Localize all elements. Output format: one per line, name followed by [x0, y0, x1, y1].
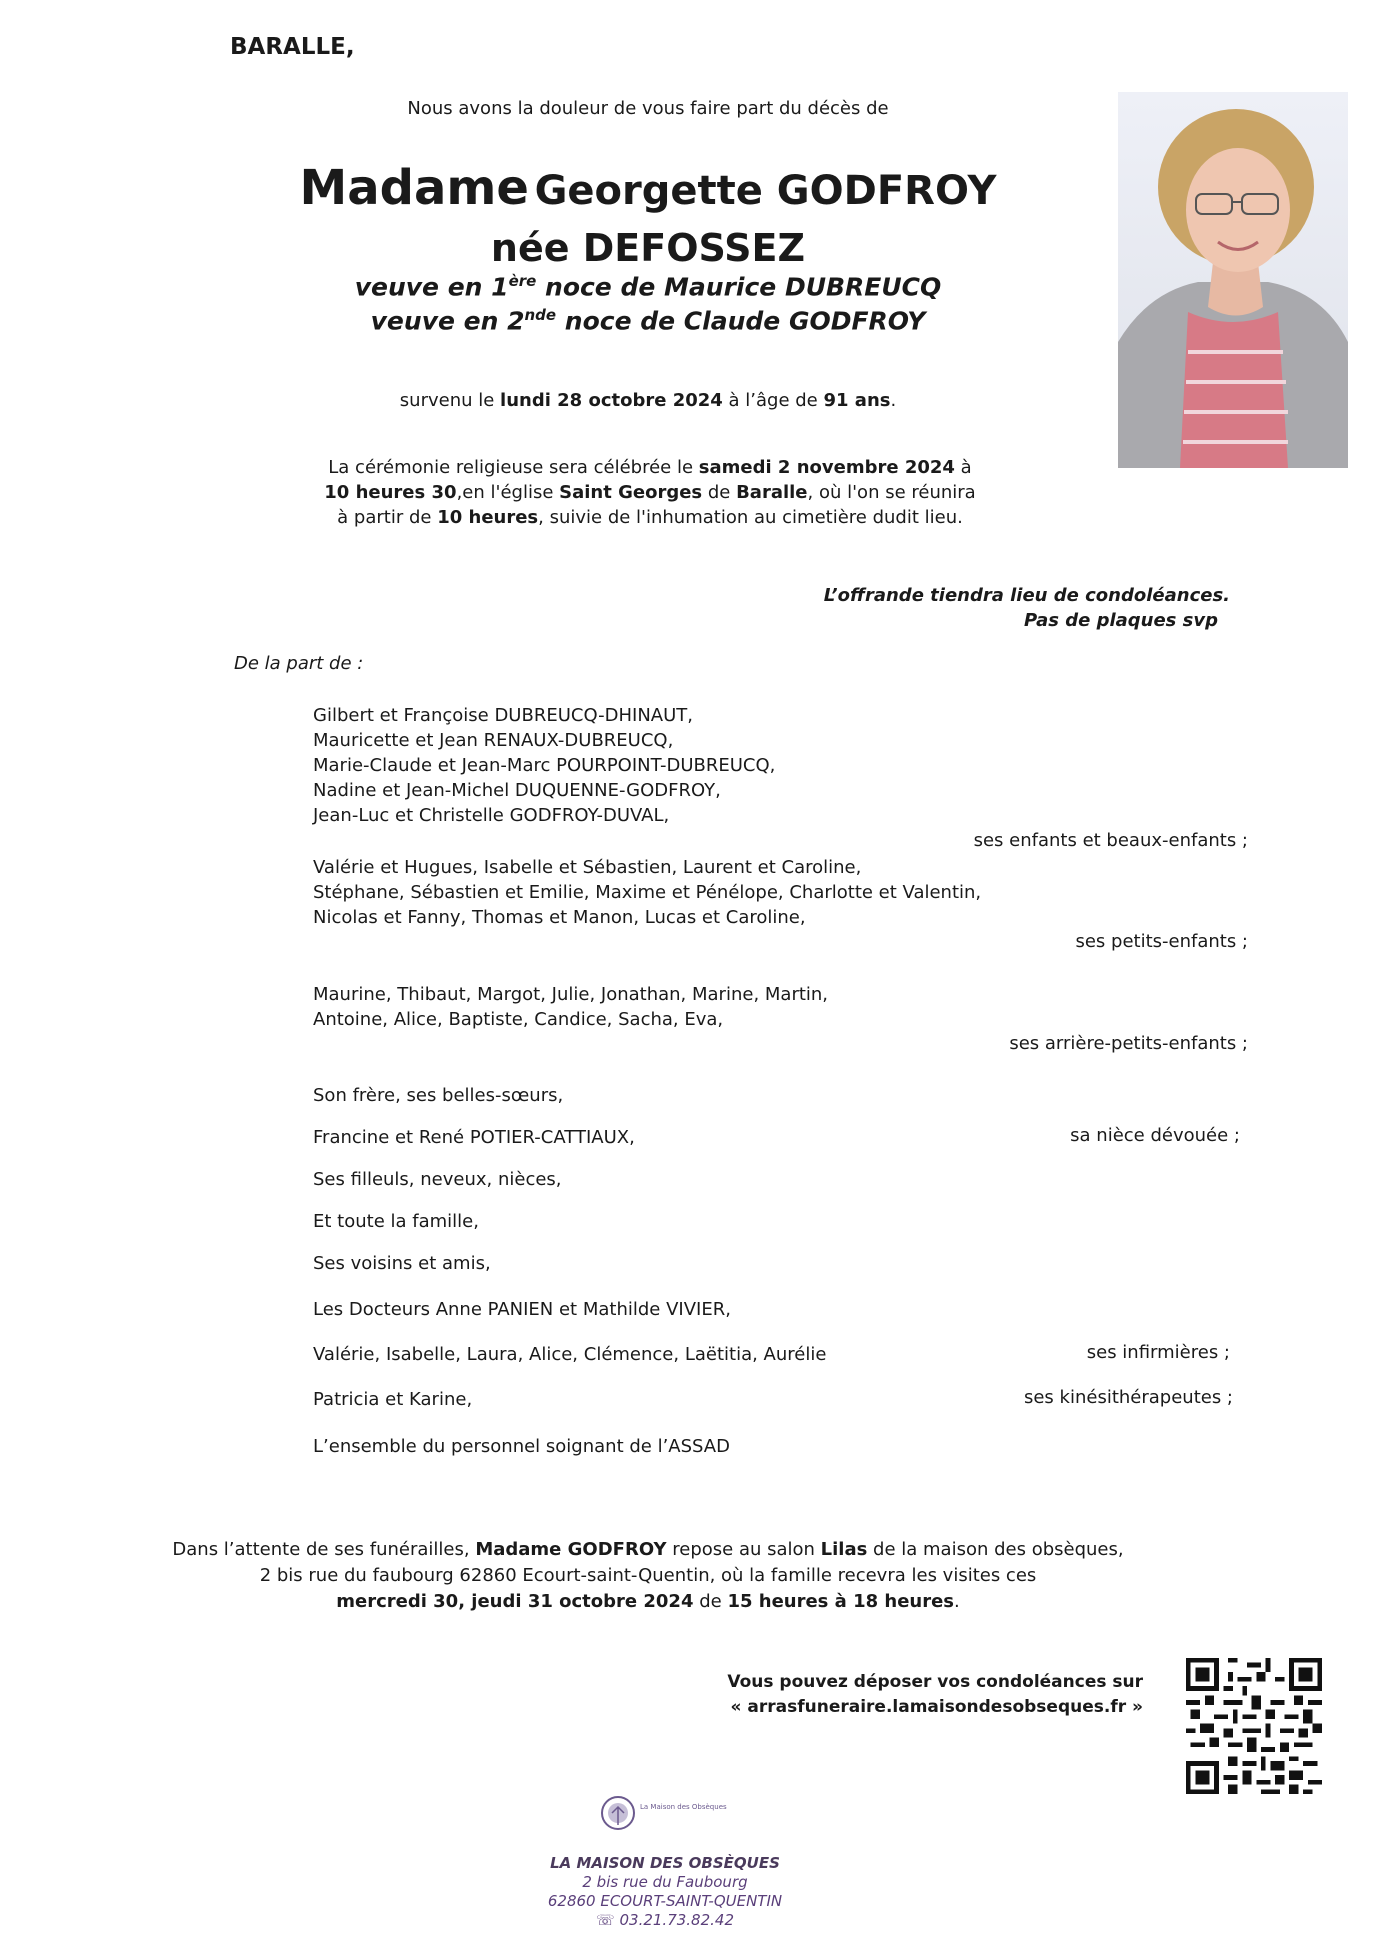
neighbours-line: Ses voisins et amis, [313, 1253, 491, 1274]
list-item: Valérie et Hugues, Isabelle et Sébastien, Laurent et Caroline, [313, 857, 862, 878]
great-grandchildren-label: ses arrière-petits-enfants ; [1009, 1033, 1248, 1054]
footer-street: 2 bis rue du Faubourg [582, 1873, 748, 1891]
list-item: Marie-Claude et Jean-Marc POURPOINT-DUBREUCQ, [313, 755, 776, 776]
godchildren-line: Ses filleuls, neveux, nièces, [313, 1169, 562, 1190]
intro-text: Nous avons la douleur de vous faire part du décès de [407, 98, 889, 119]
footer-address [0, 1854, 1330, 1930]
niece-name: Francine et René POTIER-CATTIAUX, [313, 1127, 635, 1148]
footer-company: LA MAISON DES OBSÈQUES [550, 1854, 780, 1872]
children-label: ses enfants et beaux-enfants ; [973, 830, 1248, 851]
list-item: Mauricette et Jean RENAUX-DUBREUCQ, [313, 730, 674, 751]
footer-city: 62860 ECOURT-SAINT-QUENTIN [547, 1892, 783, 1910]
portrait-illustration [1118, 92, 1348, 468]
grandchildren-label: ses petits-enfants ; [1075, 931, 1248, 952]
age: 91 ans [823, 390, 891, 411]
from-label: De la part de : [234, 653, 364, 674]
maiden-name: née DEFOSSEZ [490, 226, 806, 270]
death-notice: survenu le lundi 28 octobre 2024 à l’âge de 91 ans. [399, 390, 897, 411]
list-item: Antoine, Alice, Baptiste, Candice, Sacha, Eva, [313, 1009, 724, 1030]
list-item: Nadine et Jean-Michel DUQUENNE-GODFROY, [313, 780, 721, 801]
list-item: Nicolas et Fanny, Thomas et Manon, Lucas et Caroline, [313, 907, 806, 928]
family-line: Et toute la famille, [313, 1211, 479, 1232]
wake-details: Dans l’attente de ses funérailles, Madame GODFROY repose au salon Lilas de la maison des obsèques, 2 bis rue du faubourg 62860 Ecourt-saint-Quentin, où la famille recevra les visites ces mercredi 30, jeudi 31 octobre 2024 de 15 heures à 18 heures. [172, 1539, 1124, 1612]
condolences-note: Vous pouvez déposer vos condoléances sur « arrasfuneraire.lamaisondesobseques.fr » [727, 1670, 1143, 1720]
grandchildren-list [313, 855, 981, 930]
civility: Madame [299, 160, 529, 216]
death-date: lundi 28 octobre 2024 [500, 390, 723, 411]
logo-text: La Maison des Obsèques [640, 1803, 727, 1811]
deceased-name [0, 160, 1296, 216]
widow-line-1: veuve en 1ère noce de Maurice DUBREUCQ [354, 272, 942, 302]
footer-phone: ☏ 03.21.73.82.42 [595, 1911, 735, 1929]
doctors-line: Les Docteurs Anne PANIEN et Mathilde VIVIER, [313, 1299, 731, 1320]
ceremony-details: La cérémonie religieuse sera célébrée le samedi 2 novembre 2024 à 10 heures 30,en l'église Saint Georges de Baralle, où l'on se réunira à partir de 10 heures, suivie de l'inhumation au cimetière dudit lieu. [324, 457, 976, 528]
condolences-url[interactable]: « arrasfuneraire.lamaisondesobseques.fr » [730, 1697, 1143, 1717]
funeral-home-logo [600, 1793, 727, 1841]
town-heading: BARALLE, [230, 34, 355, 60]
nurses-names: Valérie, Isabelle, Laura, Alice, Clémence, Laëtitia, Aurélie [313, 1344, 827, 1365]
portrait-photo [1118, 92, 1348, 468]
list-item: Stéphane, Sébastien et Emilie, Maxime et Pénélope, Charlotte et Valentin, [313, 882, 982, 903]
children-list [313, 703, 775, 828]
niece-label: sa nièce dévouée ; [1070, 1125, 1240, 1146]
kine-names: Patricia et Karine, [313, 1389, 473, 1410]
qr-code[interactable] [1186, 1658, 1322, 1794]
list-item: Gilbert et Françoise DUBREUCQ-DHINAUT, [313, 705, 693, 726]
full-name: Georgette GODFROY [534, 168, 997, 214]
list-item: Maurine, Thibaut, Margot, Julie, Jonathan, Marine, Martin, [313, 984, 829, 1005]
offering-note: L’offrande tiendra lieu de condoléances. Pas de plaques svp [823, 585, 1230, 631]
kine-label: ses kinésithérapeutes ; [1023, 1387, 1233, 1408]
widow-line-2: veuve en 2nde noce de Claude GODFROY [370, 306, 926, 336]
nurses-label: ses infirmières ; [1086, 1342, 1230, 1363]
list-item: Jean-Luc et Christelle GODFROY-DUVAL, [313, 805, 670, 826]
great-grandchildren-list [313, 982, 828, 1032]
brother-line: Son frère, ses belles-sœurs, [313, 1085, 564, 1106]
staff-line: L’ensemble du personnel soignant de l’ASSAD [313, 1436, 730, 1457]
